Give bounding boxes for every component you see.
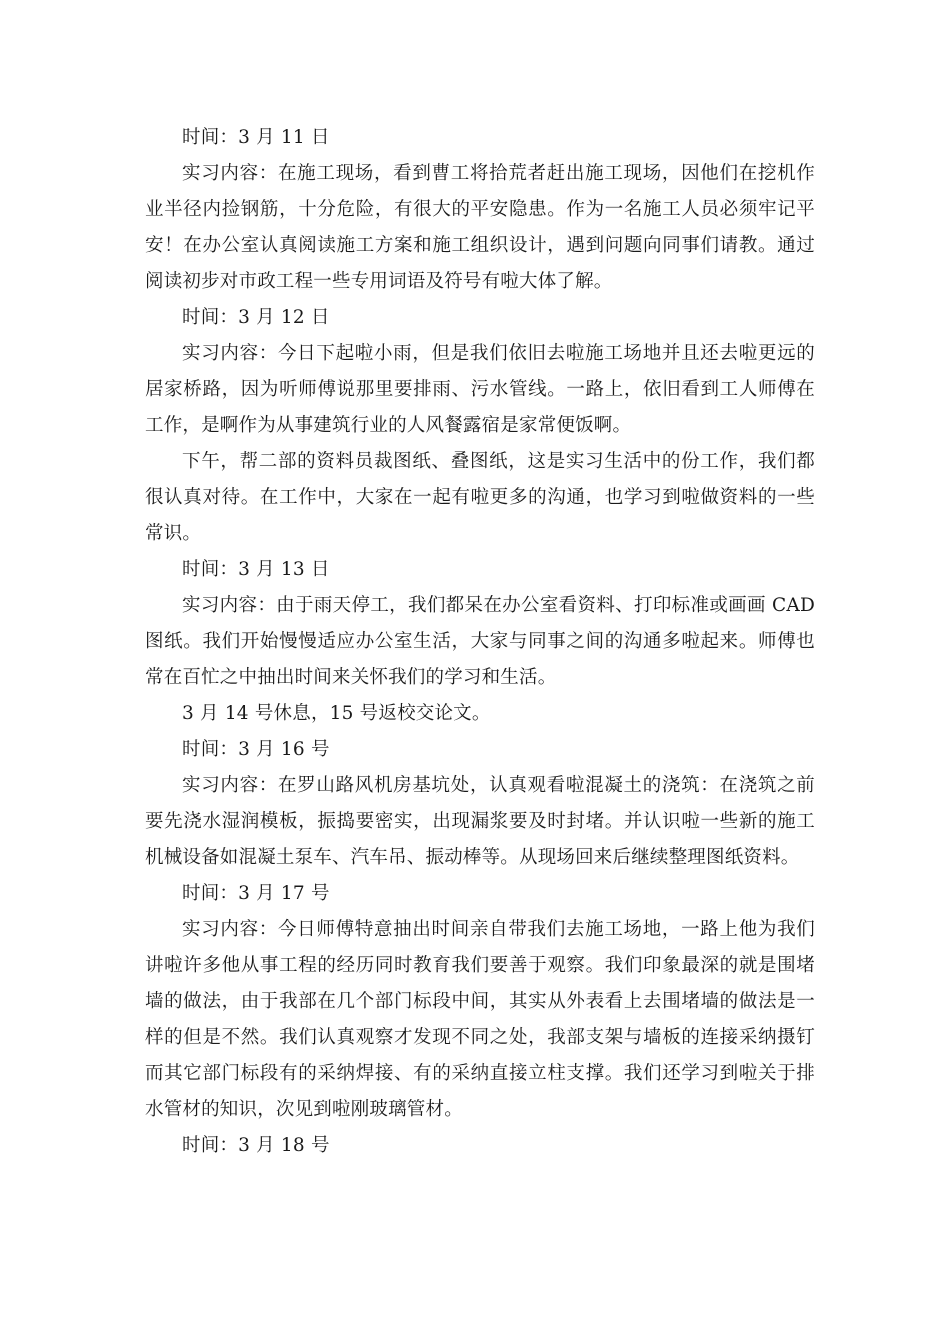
rest-note-paragraph: 3 月 14 号休息，15 号返校交论文。 [182, 703, 491, 724]
afternoon-paragraph: 下午，帮二部的资料员裁图纸、叠图纸，这是实习生活中的份工作，我们都很认真对待。在工作中，大家在一起有啦更多的沟通，也学习到啦做资料的一些常识。 [145, 451, 815, 544]
date-heading-0316: 时间：3 月 16 号 [182, 739, 330, 760]
date-heading-0313: 时间：3 月 13 日 [182, 559, 330, 580]
internship-content-paragraph: 实习内容：在罗山路风机房基坑处，认真观看啦混凝土的浇筑：在浇筑之前要先浇水湿润模板，振捣要密实，出现漏浆要及时封堵。并认识啦一些新的施工机械设备如混凝土泵车、汽车吊、振动棒等。从现场回来后继续整理图纸资料。 [145, 775, 815, 868]
internship-content-paragraph: 实习内容：今日下起啦小雨，但是我们依旧去啦施工场地并且还去啦更远的居家桥路，因为听师傅说那里要排雨、污水管线。一路上，依旧看到工人师傅在工作，是啊作为从事建筑行业的人风餐露宿是家常便饭啊。 [145, 343, 815, 436]
date-heading-0311: 时间：3 月 11 日 [182, 127, 330, 148]
date-heading-0317: 时间：3 月 17 号 [182, 883, 330, 904]
internship-content-paragraph: 实习内容：由于雨天停工，我们都呆在办公室看资料、打印标准或画画 CAD 图纸。我们开始慢慢适应办公室生活，大家与同事之间的沟通多啦起来。师傅也常在百忙之中抽出时间来关怀我们的学习和生活。 [145, 595, 815, 688]
document-body [145, 120, 815, 1164]
internship-content-paragraph: 实习内容：今日师傅特意抽出时间亲自带我们去施工场地，一路上他为我们讲啦许多他从事工程的经历同时教育我们要善于观察。我们印象最深的就是围堵墙的做法，由于我部在几个部门标段中间，其实从外表看上去围堵墙的做法是一样的但是不然。我们认真观察才发现不同之处，我部支架与墙板的连接采纳摄钉而其它部门标段有的采纳焊接、有的采纳直接立柱支撑。我们还学习到啦关于排水管材的知识，次见到啦刚玻璃管材。 [145, 919, 815, 1120]
date-heading-0312: 时间：3 月 12 日 [182, 307, 330, 328]
date-heading-0318: 时间：3 月 18 号 [182, 1135, 330, 1156]
internship-content-paragraph: 实习内容：在施工现场，看到曹工将拾荒者赶出施工现场，因他们在挖机作业半径内捡钢筋，十分危险，有很大的平安隐患。作为一名施工人员必须牢记平安！在办公室认真阅读施工方案和施工组织设计，遇到问题向同事们请教。通过阅读初步对市政工程一些专用词语及符号有啦大体了解。 [145, 163, 815, 292]
